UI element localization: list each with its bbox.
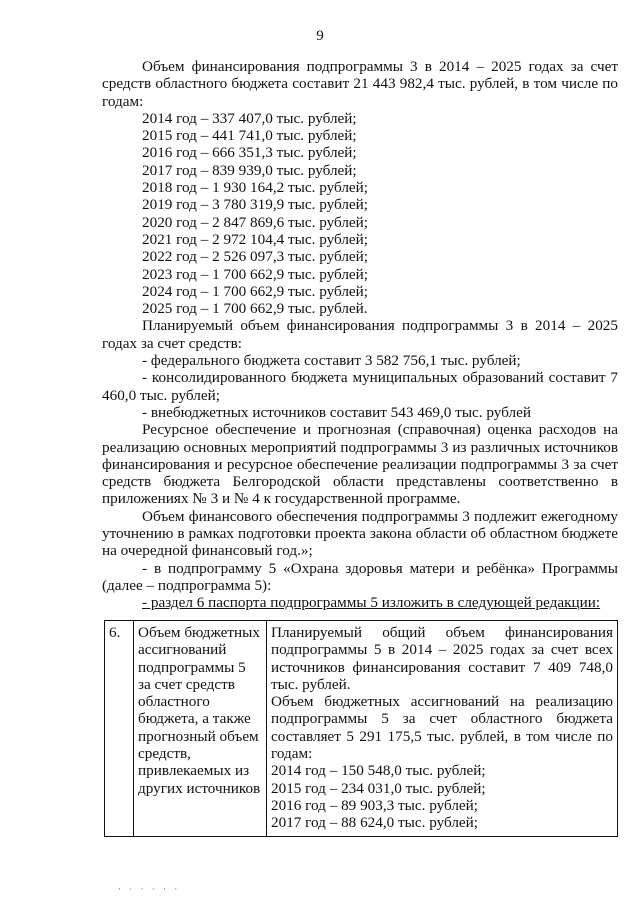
regional-total-text: Объем бюджетных ассигнований на реализацию подпрограммы 5 за счет областного бюджета составляет 5 291 175,5 тыс. рублей, в том числе по годам: xyxy=(271,693,613,763)
year-item-2018: 2018 год – 1 930 164,2 тыс. рублей; xyxy=(142,179,369,197)
year-item-2021: 2021 год – 2 972 104,4 тыс. рублей; xyxy=(142,230,369,248)
year-item-2015: 2015 год – 441 741,0 тыс. рублей; xyxy=(142,127,357,145)
scan-edge-marks: · · · · · · xyxy=(118,884,181,894)
row-description-cell xyxy=(267,621,618,837)
planned-total-text: Планируемый общий объем финансирования подпрограммы 5 в 2014 – 2025 годах за счет всех источников финансирования составит 7 409 748,0 тыс. рублей. xyxy=(271,624,613,693)
subprogram3-year-list xyxy=(102,110,618,318)
year-item-2024: 2024 год – 1 700 662,9 тыс. рублей; xyxy=(142,282,369,300)
municipal-budget-line: - консолидированного бюджета муниципальных образований составит 7 460,0 тыс. рублей; xyxy=(102,369,618,404)
subprogram5-intro-paragraph: - в подпрограмму 5 «Охрана здоровья матери и ребёнка» Программы (далее – подпрограмма 5): xyxy=(102,559,618,594)
federal-budget-line: - федерального бюджета составит 3 582 756,1 тыс. рублей; xyxy=(142,352,521,370)
section6-instruction: - раздел 6 паспорта подпрограммы 5 изложить в следующей редакции: xyxy=(142,594,601,612)
subprogram3-intro-paragraph: Объем финансирования подпрограммы 3 в 2014 – 2025 годах за счет средств областного бюджета составит 21 443 982,4 тыс. рублей, в том числе по годам: xyxy=(102,58,618,110)
document-body xyxy=(102,58,618,612)
clarification-paragraph: Объем финансового обеспечения подпрограммы 3 подлежит ежегодному уточнению в рамках подготовки проекта закона области об областном бюджете на очередной финансовый год.»; xyxy=(102,507,618,560)
resources-paragraph: Ресурсное обеспечение и прогнозная (справочная) оценка расходов на реализацию основных мероприятий подпрограммы 3 из различных источников финансирования и ресурсное обеспечение реализации подпрограммы 3 за счет средств бюджета Белгородской области представлены соответственно в приложениях № 3 и № 4 к государственной программе. xyxy=(102,421,618,508)
page-number: 9 xyxy=(316,28,324,44)
year-item-2017: 2017 год – 839 939,0 тыс. рублей; xyxy=(142,161,357,179)
year-item-2022: 2022 год – 2 526 097,3 тыс. рублей; xyxy=(142,248,369,266)
year-item-2020: 2020 год – 2 847 869,6 тыс. рублей; xyxy=(142,213,369,231)
year-item-2019: 2019 год – 3 780 319,9 тыс. рублей; xyxy=(142,196,369,214)
table-year-2017: 2017 год – 88 624,0 тыс. рублей; xyxy=(271,814,479,832)
year-item-2014: 2014 год – 337 407,0 тыс. рублей; xyxy=(142,109,357,127)
table-year-2016: 2016 год – 89 903,3 тыс. рублей; xyxy=(271,796,479,814)
table-year-2015: 2015 год – 234 031,0 тыс. рублей; xyxy=(271,779,486,797)
passport-table xyxy=(104,620,618,837)
extrabudgetary-line: - внебюджетных источников составит 543 469,0 тыс. рублей xyxy=(142,403,531,421)
year-item-2023: 2023 год – 1 700 662,9 тыс. рублей; xyxy=(142,265,369,283)
year-item-2016: 2016 год – 666 351,3 тыс. рублей; xyxy=(142,144,357,162)
table-row xyxy=(105,621,618,837)
planned-financing-paragraph: Планируемый объем финансирования подпрограммы 3 в 2014 – 2025 годах за счет средств: xyxy=(102,317,618,352)
table-year-2014: 2014 год – 150 548,0 тыс. рублей; xyxy=(271,762,486,780)
row-label-cell: Объем бюджетных ассигнований подпрограммы 5 за счет средств областного бюджета, а также прогнозный объем средств, привлекаемых из других источников xyxy=(134,621,267,837)
year-item-2025: 2025 год – 1 700 662,9 тыс. рублей. xyxy=(142,300,368,318)
row-number-cell: 6. xyxy=(105,621,134,837)
